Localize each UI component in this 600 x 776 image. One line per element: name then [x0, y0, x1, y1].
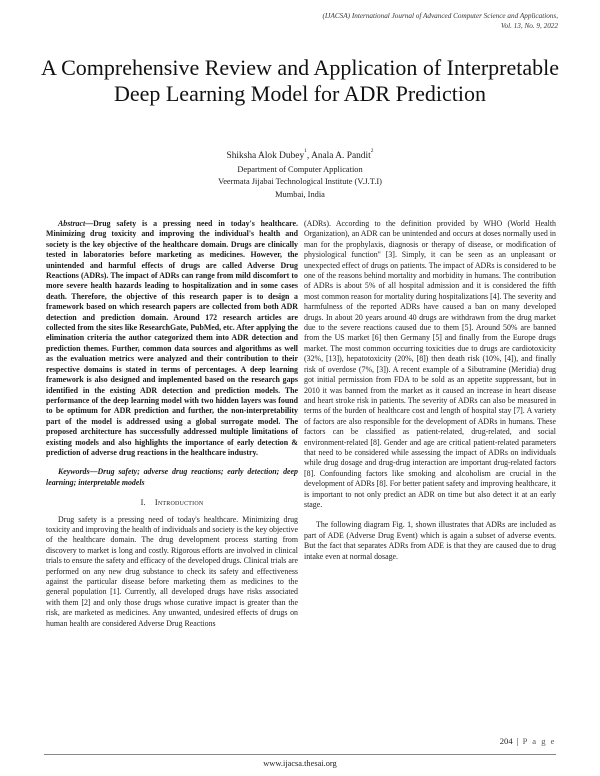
section-heading-introduction [46, 498, 298, 508]
page-number [500, 736, 556, 746]
footer-divider [44, 754, 556, 755]
journal-header [198, 12, 558, 31]
author-2-name: Anala A. Pandit [311, 151, 371, 161]
abstract-paragraph [46, 219, 298, 458]
page-label: P a g e [522, 736, 556, 746]
author-1-affiliation-mark: 1 [304, 148, 307, 154]
journal-name: (IJACSA) International Journal of Advanced Computer Science and Applications, [322, 12, 558, 20]
paper-title: A Comprehensive Review and Application of Interpretable Deep Learning Model for ADR Prediction [40, 55, 560, 106]
author-department: Department of Computer Application [237, 165, 363, 175]
footer-website-link[interactable]: www.ijacsa.thesai.org [263, 759, 337, 768]
page-number-separator: | [516, 736, 519, 746]
introduction-paragraph-1: Drug safety is a pressing need of today's healthcare. Minimizing drug toxicity and improving the health of individuals and society is the key objective of the healthcare domain. The drug development process starting from discovery to market is long and costly. Rigorous efforts are involved in clinical trials to ensure the safety and efficacy of the developed drugs. Clinical trials are performed on any new drug substance to check its safety and effectiveness against the particular disease before marketing them as medicines to the general population [1]. Currently, all developed drugs have risks associated with them [2] and only those drugs whose curative impact is greater than the risk, are marketed as medicines. Any unwanted, undesired effects of drugs on human health are considered Adverse Drug Reactions [46, 514, 298, 628]
author-institute: Veermata Jijabai Technological Institute (V.J.T.I) [218, 177, 382, 187]
abstract-label: Abstract [58, 219, 86, 228]
author-block [100, 150, 500, 201]
page-number-value: 204 [499, 736, 513, 746]
right-column [304, 219, 556, 562]
section-number: I. [140, 498, 146, 508]
author-separator: , [306, 151, 312, 161]
journal-volume: Vol. 13, No. 9, 2022 [500, 21, 558, 30]
author-2-affiliation-mark: 2 [370, 148, 374, 154]
abstract-text: —Drug safety is a pressing need in today's healthcare. Minimizing drug toxicity and improving the individual's health and society is the key objective of the healthcare domain. Drugs are clinically tested in laboratories before marketing as medicines. However, the unintended and harmful effects of drugs are called Adverse Drug Reactions (ADRs). The impact of ADRs can range from mild discomfort to more severe health hazards leading to hospitalization and in some cases death. Therefore, the objective of this research paper is to design a framework based on which research papers are collected from both ADR detection and prediction domain. Around 172 research articles are collected from the sites like ResearchGate, PubMed, etc. After applying the elimination criteria the author categorized them into ADR detection and prediction themes. Further, common data sources and algorithms as well as the evaluation metrics were analyzed and their contribution to their respective domains is stated in terms of percentages. A deep learning framework is also designed and implemented based on the research gaps identified in the existing ADR detection and prediction models. The performance of the deep learning model with two hidden layers was found to be optimum for ADR prediction and further, the non-interpretability part of the model is addressed using a global surrogate model. The proposed architecture has successfully addressed multiple limitations of existing models and also highlights the importance of early detection & prediction of adverse drug reactions in the healthcare industry. [46, 219, 298, 457]
introduction-paragraph-1-continued: (ADRs). According to the definition provided by WHO (World Health Organization), an ADR can be unintended and occurs at doses normally used in man for the prophylaxis, diagnosis or therapy of disease, or modification of physiological function" [3]. Simply, it can be seen as an unpleasant or unexpected effect of drugs on patients. The impact of ADRs is considered to be one of the reasons behind mortality and morbidity in humans. The contribution of ADRs is about 5% of all hospital admission and it is considered the fifth most common reason for mortality during hospitalizations [4]. The severity and harmfulness of the reported ADRs have caused a ban on many developed drugs. In about 20 years around 40 drugs are withdrawn from the drug market due to the severe reactions caused due to them [5]. Around 50% are banned from the US market [6] then Germany [5] and finally from the Europe drugs market. The most common occurring toxicities due to drugs are cardiotoxicity (32%, [13]), hepatotoxicity (20%, [8]) then death risk (10%, [4]), and finally risk of overdose (7%, [3]). A recent example of a Sibutramine (Meridia) drug got initial permission from FDA to be sold as an appetite suppressant, but in 2010 it was banned from the market as it caused an increase in heart disease and heart stroke risk in patients. The severity of ADRs can also be measured in terms of the burden of healthcare cost and length of hospital stay [7]. A variety of factors are also responsible for the development of ADRs in humans. These factors can be classified as patient-related, drug-related, and social environment-related [8]. Gender and age are critical patient-related parameters that need to be considered while assessing the impact of ADRs on individuals while drug dosage and drug-drug interaction are important drug-related factors [8]. Confounding factors like smoking and alcoholism are crucial in the development of ADRs [8]. For better patient safety and improving healthcare, it is important to not only predict an ADR on time but also detect it at an early stage. [304, 219, 556, 509]
introduction-paragraph-2: The following diagram Fig. 1, shown illustrates that ADRs are included as part of ADE (Adverse Drug Event) which is again a subset of adverse events. But the fact that separates ADRs from ADE is that they are caused due to drug intake even at normal dosage. [304, 520, 556, 561]
keywords-paragraph: Keywords—Drug safety; adverse drug reactions; early detection; deep learning; interpretable models [46, 467, 298, 487]
left-column [46, 219, 298, 629]
author-names [100, 150, 500, 162]
author-1-name: Shiksha Alok Dubey [226, 151, 305, 161]
section-title: Introduction [154, 498, 204, 508]
author-city: Mumbai, India [275, 189, 325, 199]
